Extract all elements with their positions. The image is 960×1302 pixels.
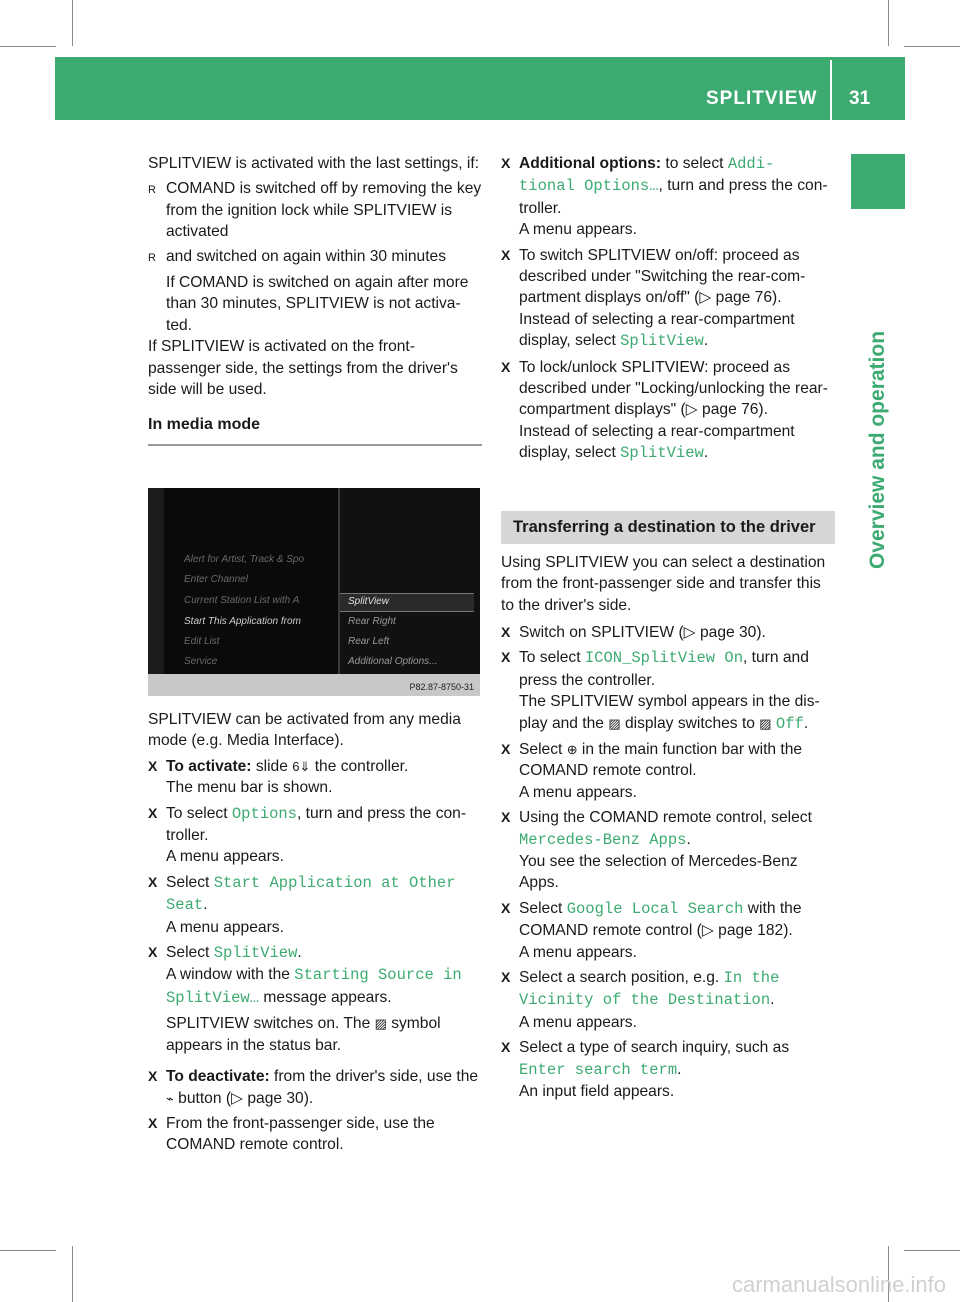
note-text: If COMAND is switched on again after more than 30 minutes, SPLITVIEW is not activa- ted.: [166, 274, 469, 334]
step-item: X To switch SPLITVIEW on/off: proceed as described under "Switching the rear-com- partment displays on/off" (▷ page 76). Instead of selecting a rear-compartment display, select SplitView.: [501, 245, 835, 353]
step-arrow-icon: X: [501, 899, 511, 916]
step-item: X To lock/unlock SPLITVIEW: proceed as described under "Locking/unlocking the rear-compartment displays" (▷ page 76). Instead of selecting a rear-compartment display, select SplitView.: [501, 357, 835, 465]
paragraph: SPLITVIEW can be activated from any media mode (e.g. Media Interface).: [148, 711, 461, 750]
screen-edge: [148, 488, 164, 674]
screen-menu-item: Additional Options...: [348, 656, 438, 667]
step-arrow-icon: X: [501, 969, 511, 985]
step-arrow-icon: X: [501, 1039, 511, 1056]
paragraph: If SPLITVIEW is activated on the front-passenger side, the settings from the driver's side will be used.: [148, 338, 458, 399]
left-column-lower: [148, 709, 482, 1156]
step-arrow-icon: X: [148, 757, 158, 774]
step-arrow-icon: X: [501, 246, 511, 263]
bullet-icon: R: [148, 251, 156, 264]
step-arrow-icon: X: [148, 944, 158, 961]
crop-mark: [904, 46, 960, 47]
controller-slide-icon: 6⇓: [292, 758, 311, 774]
screen-menu-item: Current Station List with A: [184, 595, 300, 606]
intro-text: SPLITVIEW is activated with the last settings, if:: [148, 155, 480, 172]
step-item: X Select a type of search inquiry, such as Enter search term. An input field appears.: [501, 1037, 835, 1102]
crop-mark: [0, 1250, 56, 1251]
splitview-symbol-icon: ▨: [759, 715, 772, 731]
screenshot-image: [148, 488, 480, 696]
step-arrow-icon: X: [501, 358, 511, 375]
screen-menu-item: Enter Channel: [184, 574, 248, 585]
chapter-label: Overview and operation: [866, 330, 889, 570]
step-arrow-icon: X: [148, 873, 158, 890]
page-number: 31: [849, 88, 871, 109]
image-code: P82.87-8750-31: [409, 682, 474, 692]
chapter-tab: [851, 154, 905, 209]
bullet-icon: R: [148, 184, 156, 197]
right-column: [501, 153, 835, 1102]
step-item: X Switch on SPLITVIEW (▷ page 30).: [501, 622, 835, 643]
step-arrow-icon: X: [501, 649, 511, 666]
splitview-symbol-icon: ▨: [374, 1016, 387, 1032]
step-arrow-icon: X: [501, 809, 511, 826]
step-item: X Select a search position, e.g. In the Vicinity of the Destination. A menu appears.: [501, 967, 835, 1033]
watermark: carmanualsonline.info: [731, 1272, 946, 1297]
screen-menu-item: Alert for Artist, Track & Spo: [184, 554, 305, 565]
screen-menu-item: Rear Right: [348, 616, 396, 627]
step-arrow-icon: X: [501, 155, 511, 171]
screen-menu-item: Start This Application from: [184, 616, 301, 627]
step-item: X Select Start Application at Other Seat. A menu appears.: [148, 872, 482, 938]
step-arrow-icon: X: [148, 804, 158, 821]
car-button-icon: ⌁: [166, 1090, 174, 1106]
screen-menu-item: SplitView: [348, 596, 389, 607]
step-item: X To activate: slide 6⇓ the controller. The menu bar is shown.: [148, 756, 482, 799]
step-item: X To select Options, turn and press the con- troller. A menu appears.: [148, 803, 482, 868]
list-item: R COMAND is switched off by removing the key from the ignition lock while SPLITVIEW is activated: [148, 178, 482, 242]
paragraph: Using SPLITVIEW you can select a destination from the front-passenger side and transfer this to the driver's side.: [501, 553, 826, 614]
screen-menu-item: Rear Left: [348, 636, 390, 647]
step-item: X To select ICON_SplitView On, turn and press the controller. The SPLITVIEW symbol appears in the dis- play and the ▨ display switches to ▨ Off.: [501, 647, 835, 735]
step-item: X Additional options: to select Addi‐ tional Options…, turn and press the con- troller. A menu appears.: [501, 153, 835, 241]
step-item: X Select Google Local Search with the COMAND remote control (▷ page 182). A menu appears.: [501, 898, 835, 963]
crop-mark: [0, 46, 56, 47]
section-heading: In media mode: [148, 414, 482, 445]
step-item: X Select ⊕ in the main function bar with the COMAND remote control. A menu appears.: [501, 739, 835, 803]
crop-mark: [72, 1246, 73, 1302]
section-heading: Transferring a destination to the driver: [501, 511, 835, 544]
step-arrow-icon: X: [501, 623, 511, 640]
crop-mark: [72, 0, 73, 46]
step-item: X From the front-passenger side, use the COMAND remote control.: [148, 1113, 482, 1156]
left-column: [148, 153, 482, 446]
screen-menu-item: Service: [184, 656, 218, 667]
page-title: SPLITVIEW: [706, 88, 818, 109]
list-item: R and switched on again within 30 minutes: [148, 246, 482, 269]
crop-mark: [888, 0, 889, 46]
crop-mark: [904, 1250, 960, 1251]
screen-menu-item: Edit List: [184, 636, 220, 647]
step-arrow-icon: X: [501, 740, 511, 757]
header-divider: [830, 60, 832, 120]
step-arrow-icon: X: [148, 1114, 158, 1131]
splitview-symbol-icon: ▨: [608, 715, 621, 731]
globe-icon: ⊕: [566, 741, 578, 757]
step-item: X To deactivate: from the driver's side, use the ⌁ button (▷ page 30).: [148, 1066, 482, 1109]
step-item: X Select SplitView. A window with the Starting Source in SplitView… message appears. SPLITVIEW switches on. The ▨ symbol appears in the status bar.: [148, 942, 482, 1056]
step-item: X Using the COMAND remote control, select Mercedes-Benz Apps. You see the selection of Mercedes-Benz Apps.: [501, 807, 835, 894]
step-arrow-icon: X: [148, 1068, 158, 1085]
